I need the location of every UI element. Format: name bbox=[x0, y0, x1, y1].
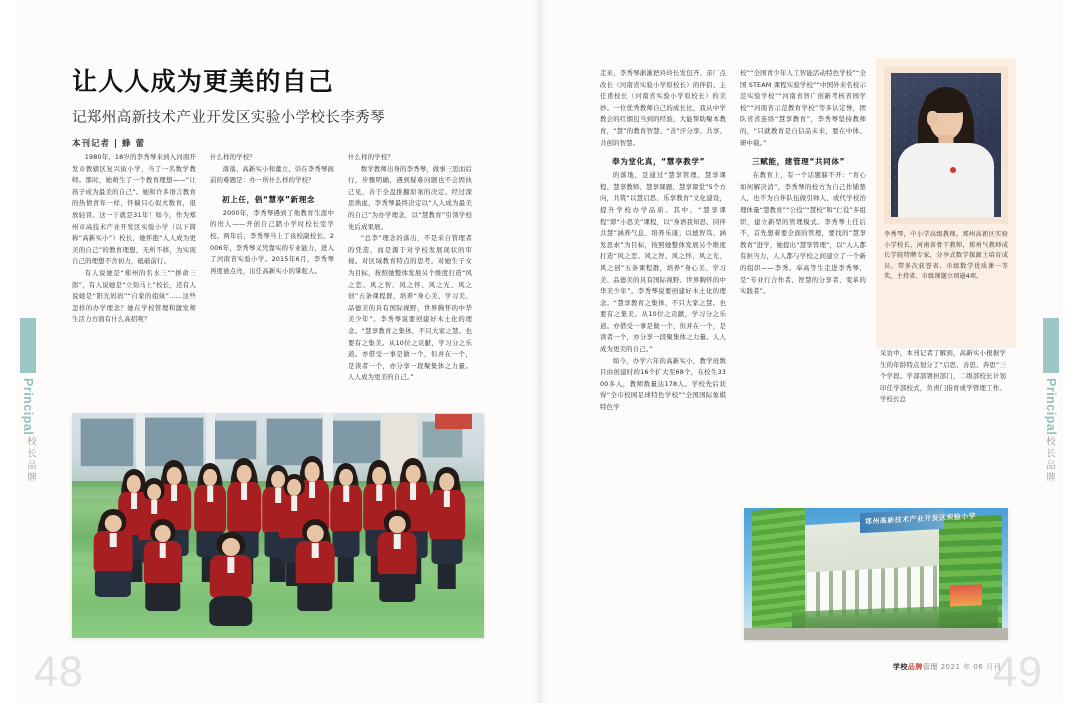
page-number-left: 48 bbox=[34, 648, 84, 696]
magazine-name-rest: 管理 bbox=[922, 663, 938, 671]
issue-footer bbox=[893, 662, 1001, 672]
portrait-inner bbox=[891, 73, 1001, 217]
page-title: 让人人成为更美的自己 bbox=[72, 67, 335, 96]
paragraph: 数学教师出身的李秀琴，做事三思而后行，步骤明确，遇到疑难问题也不会固执己见，善于全盘推翻原案的决定。经过深思熟虑，李秀琴最终决定以“人人成为最美的自己”为办学理念，以“慧教育”引领学校先后成果展。 bbox=[348, 164, 472, 231]
rail-chinese-label: 校长品牌 bbox=[25, 436, 36, 484]
paragraph: “总李”理念的落出，不是来自管理者的凭造，而是源于对学校发展现状的审视。对区域教育特点的思考。对她生子女为目标，按照她整体发展另个维度打造“风之恋、风之智、风之怀、风之光、风之创”五条课程群，培养“身心美、学习美、品德美的具有国际视野，世界胸怀的中华美少年”。李秀琴说要创建好木土化的理念。“慧享教育之集体，不只大家之慧。也要有之集美。从10位之贡献，学习分之乐道。亦借受一事是做一个，但并在一个，是读者一个，亦分享一段聚集体之力量。人人成为更美的自己。” bbox=[348, 234, 472, 382]
school-building-photo bbox=[744, 508, 1008, 640]
issue-date: 2021 年 06 月刊 bbox=[940, 663, 1001, 671]
building-sign-text: 郑州高新技术产业开发区实验小学 bbox=[865, 512, 977, 526]
text-column-4 bbox=[600, 68, 726, 414]
teacher-group-photo bbox=[72, 413, 484, 638]
section-heading: 奉为堂化真，“慧享教学” bbox=[612, 157, 706, 167]
portrait-hair-front bbox=[925, 89, 967, 113]
section-heading: 三赋能，建管理“共同体” bbox=[752, 157, 846, 167]
paragraph: 走来，李秀琴渐渐把玲玲长发包齐、亲厂点改长（河南省实验小学原校长）的伴侣、主任甫校长（河南省实验小学原校长）的美妙。一位优秀教师自己的成长比，我从中学教会的红烟包当到的经验，大能帮助聚本教育，“慧”的教育智慧、“善”汗分享、共享、共创的智慧。 bbox=[600, 69, 726, 147]
text-column-1 bbox=[72, 152, 196, 384]
paragraph: 什么样的学校？ bbox=[348, 153, 394, 161]
paragraph: 有人说她是“郑州的名水三”“拼命三郎”，有人说她是“立刻马上”校长，还有人说她是“阳光妈妈”“自家的姐妹”……这些怎样的办学理念？她在学校管理和激发师生活力方面有什么高招呢？ bbox=[72, 268, 196, 324]
portrait-caption: 李秀琴，中小学高级教师，郑州高新区实验小学校长，河南省骨干教师，郑州气教师成长学院特聘专家，分享式数学探源土培育成员，带多次获誉省、市级数学优质课一等奖，主持省、市级课题立项逾4项。 bbox=[884, 231, 1008, 281]
left-page-columns bbox=[72, 152, 472, 384]
paragraph: 采访中，本刊记者了解到，高新实小根据学生的年龄特点划分了“启思、善思、奔思”三个学段。学部部署担部门，二级部校长计划印任学部校式，负责门指育或学管理工作。学校长总 bbox=[880, 349, 1006, 404]
article-subtitle: 记郑州高新技术产业开发区实验小学校长李秀琴 bbox=[72, 109, 385, 126]
paragraph: 在教育上，有一个话题躲不开：“育心如何解决消”，李秀琴的校方为自己作铺垫人，也不为自伴队伍做引帅人，或代学校治理体量“慧教育”“公役”“慧校”和“仁役”多组织，建立新型的管理模式。李秀琴上任后不，首先想着要全面的管理，要找的“慧享教育”进学，她提出“慧享管理”，以“人人都有担当力，人人都与学校之间建立了一个新的组织——李秀。奉高等生走进李秀琴，是“专业行合作者、智慧的分享者、变革的实践者”。 bbox=[740, 171, 866, 296]
paragraph: 如今，办学六年的高新实小，教学班数目由创建时的16个扩大至68个，在校生3300多人，教师数量达178人。学校先后获得“全市校园足球特色学校”“全国国际象棋特色学 bbox=[600, 356, 726, 412]
left-side-rail bbox=[0, 0, 36, 703]
paragraph: 2000年，李秀琴遇到了他教育生涯中的贵人——开创自己踏小学时校长室学校。两年后，李秀琴当上了该校副校长。2006年，李秀琴又凭靠实的专业能力，进入了河南省实验小学。2015年6月，李秀琴再度被点亮，出任高新实小的掌舵人。 bbox=[210, 208, 334, 275]
section-heading: 初上任，倡“慧享”新理念 bbox=[222, 194, 316, 204]
building-banner bbox=[950, 584, 982, 606]
rail-accent-tab bbox=[20, 318, 36, 373]
paragraph: 什么样的学校？ bbox=[210, 153, 256, 161]
right-page-columns bbox=[600, 68, 866, 414]
building-ground bbox=[744, 628, 1008, 640]
magazine-name: 学校品牌 bbox=[892, 663, 923, 671]
rail-accent-tab bbox=[1043, 318, 1059, 373]
paragraph: 1980年，18岁的李秀琴来到入河南开发市教辖区复兴街小学，当了一名数学教师。那时，她萌生了一个教育理想——“让孩子成为最美的自己”。她和许多语言教育的热情青年一样，怀揣只心似火数育，很放轻冒。这一干就是31年！如今，作为郑州市高技术产业开发区实验小学（以下简称“高新实小”）校长，她怀抱“人人成为更美的自己”的教育理想，无所不移，为实现自己的理想不舍初力，砥砺前行。 bbox=[72, 153, 196, 266]
text-column-2 bbox=[210, 152, 334, 384]
paragraph: 校”“全国青少年人工智能活动特色学校”“全国 STEAM 课程实验学校”“中国外来名校示范实验学校”“河南省智广创新考核省园学校”“河南省示范教育学校”等多认定誉，团队省省连络“慧享教育”，李秀琴坚持教师的，“只就教育是自信品未来，要在中体、研中载。” bbox=[740, 69, 866, 147]
portrait-hand bbox=[927, 111, 938, 126]
principal-portrait-photo bbox=[884, 66, 1008, 224]
article-byline: 本刊记者 | 蜂 蕾 bbox=[72, 138, 145, 149]
rail-chinese-label: 校长品牌 bbox=[1044, 436, 1055, 484]
portrait-lapel-pin bbox=[950, 167, 956, 173]
right-side-rail bbox=[1044, 0, 1079, 703]
text-column-5 bbox=[740, 68, 866, 414]
rail-english-label: Principal bbox=[1044, 378, 1058, 436]
article-header bbox=[72, 68, 472, 149]
paragraph: 的落地，是通过“慧享管理、慧享课程、慧享教师、慧享课题、慧享课堂”5个方向，共筑“以慧启思、乐享教育”文化建设，提升学校办学品质。其中，“慧享课程”即“小思美”课程，以“身语我知思、同伴共慧”涵养气息、培养乐康；以德智笃、涵发思索”为目标，按照她整体发展另个维度打造“风之恋、风之智、风之怀、风之光、风之创”五条课程群，培养“身心美、学习美、品德美的具有国际视野、世界胸怀的中华美少年”。李秀琴说要创建好木土化的理念。“慧享教育之集体，不只大家之慧。也要有之集美。从10位之贡献，学习分之乐道。亦借受一事是做一个，但并在一个，是读者一个，亦分享一段聚集体之力量。人人成为更美的自己。” bbox=[600, 171, 726, 354]
rail-english-label: Principal bbox=[21, 378, 35, 436]
text-column-3 bbox=[348, 152, 472, 384]
page-number-right: 49 bbox=[993, 648, 1043, 696]
text-column-6 bbox=[880, 348, 1006, 406]
paragraph: 落落、高新实小和董立、崇在李秀琴面前的难题是：办一所什么样的学校？ bbox=[210, 164, 334, 185]
